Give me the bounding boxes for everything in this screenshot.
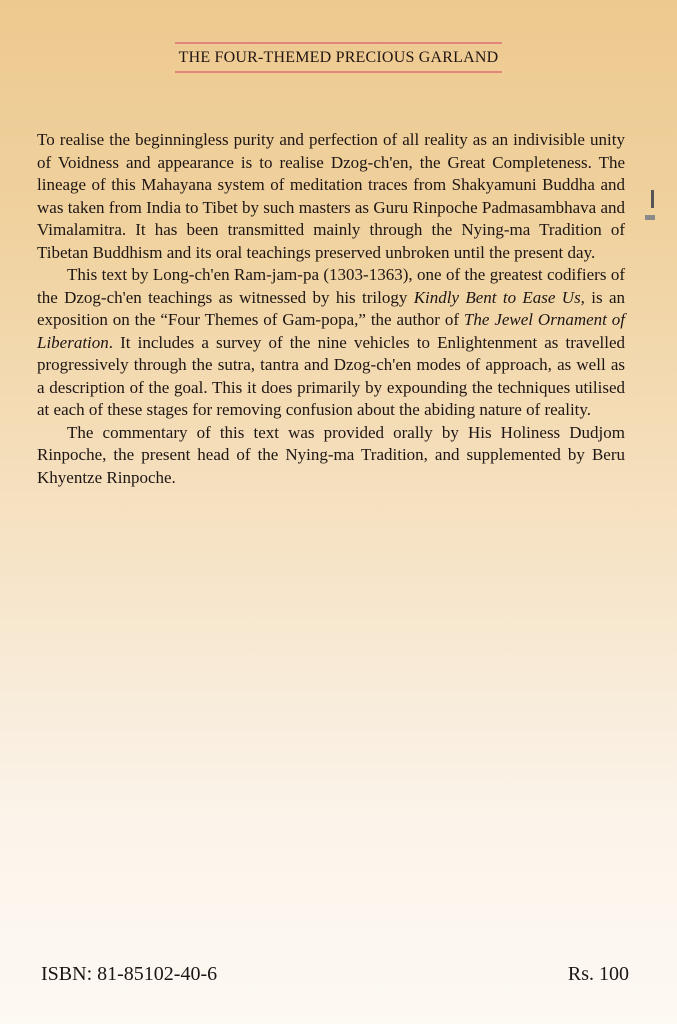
scan-artifact	[651, 190, 654, 208]
blurb	[37, 129, 625, 489]
jewel-ornament-title: The Jewel Ornament of Liberation	[37, 310, 626, 352]
book-title: THE FOUR-THEMED PRECIOUS GARLAND	[175, 42, 503, 73]
paragraph-description-part3: . It includes a survey of the nine vehicles to Enlightenment as travelled progressively through the sutra, tantra and Dzog-ch'en modes of approach, as well as a description of the goal. This it does primarily by expounding the techniques utilised at each of these stages for removing confusion about the abiding nature of reality.	[37, 332, 625, 419]
paragraph-commentary: The commentary of this text was provided orally by His Holiness Dudjom Rinpoche, the present head of the Nying-ma Tradition, and supplemented by Beru Khyentze Rinpoche.	[37, 422, 625, 487]
scan-artifact	[645, 215, 655, 220]
paragraph-intro: To realise the beginningless purity and perfection of all reality as an indivisible unity of Voidness and appearance is to realise Dzog-ch'en, the Great Completeness. The lineage of this Mahayana system of meditation traces from Shakyamuni Buddha and was taken from India to Tibet by such masters as Guru Rinpoche Padmasambhava and Vimalamitra. It has been transmitted mainly through the Nying-ma Tradition of Tibetan Buddhism and its oral teachings preserved unbroken until the present day.	[37, 130, 625, 262]
isbn: ISBN: 81-85102-40-6	[41, 963, 218, 985]
paragraph-description	[37, 264, 625, 422]
paragraph-description-part2: is an exposition on the “Four Themes of Gam-popa,” the author of	[37, 287, 625, 329]
title-block	[0, 42, 677, 73]
paragraph-description-part1: This text by Long-ch'en Ram-jam-pa (1303-1363), one of the greatest codifiers of the Dzog-ch'en teachings as witnessed by his trilogy	[37, 265, 625, 307]
trilogy-title: Kindly Bent to Ease Us,	[413, 287, 585, 307]
price: Rs. 100	[567, 963, 629, 985]
